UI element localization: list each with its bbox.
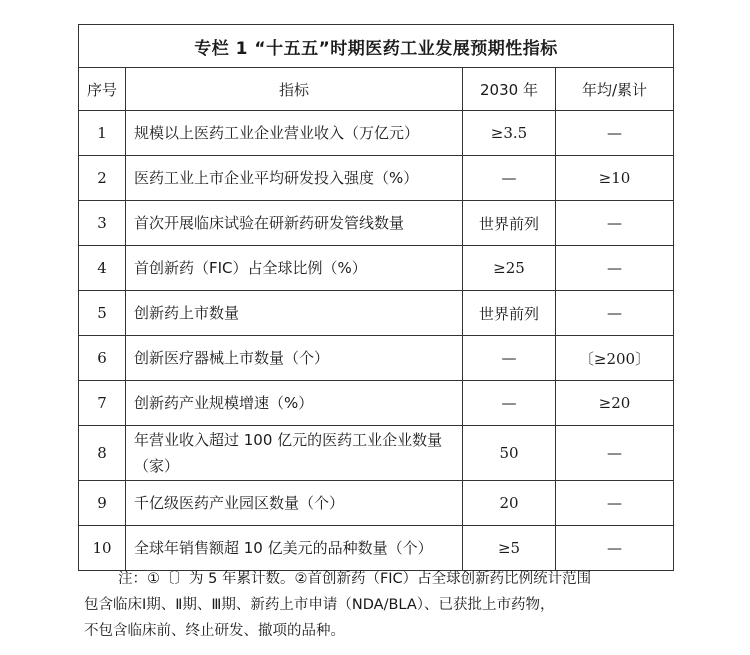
row-2030-target: 50 (463, 426, 556, 481)
row-2030-target: — (463, 156, 556, 201)
row-annual-value: — (556, 291, 674, 336)
row-indicator: 年营业收入超过 100 亿元的医药工业企业数量（家） (126, 426, 463, 481)
footnote-line: 包含临床Ⅰ期、Ⅱ期、Ⅲ期、新药上市申请（NDA/BLA）、已获批上市药物， (84, 597, 555, 613)
table-row (79, 156, 674, 201)
row-number: 1 (79, 111, 126, 156)
row-indicator: 创新药上市数量 (126, 291, 463, 336)
row-number: 10 (79, 526, 126, 571)
table-header-row (79, 68, 674, 111)
row-2030-target: — (463, 381, 556, 426)
row-number: 3 (79, 201, 126, 246)
row-number: 2 (79, 156, 126, 201)
table-title: 专栏 1 “十五五”时期医药工业发展预期性指标 (79, 25, 674, 68)
row-annual-value: — (556, 201, 674, 246)
row-number: 6 (79, 336, 126, 381)
table-row (79, 336, 674, 381)
row-indicator: 首次开展临床试验在研新药研发管线数量 (126, 201, 463, 246)
row-number: 9 (79, 481, 126, 526)
row-indicator: 首创新药（FIC）占全球比例（%） (126, 246, 463, 291)
row-2030-target: — (463, 336, 556, 381)
row-indicator: 千亿级医药产业园区数量（个） (126, 481, 463, 526)
row-2030-target: ≥3.5 (463, 111, 556, 156)
table-row (79, 381, 674, 426)
row-indicator: 创新医疗器械上市数量（个） (126, 336, 463, 381)
header-annual: 年均/累计 (556, 68, 674, 111)
header-indicator: 指标 (126, 68, 463, 111)
row-indicator: 医药工业上市企业平均研发投入强度（%） (126, 156, 463, 201)
header-2030: 2030 年 (463, 68, 556, 111)
row-2030-target: ≥5 (463, 526, 556, 571)
table-row (79, 291, 674, 336)
footnote-line: 注：①〔〕为 5 年累计数。②首创新药（FIC）占全球创新药比例统计范围 (118, 571, 592, 587)
row-annual-value: ≥10 (556, 156, 674, 201)
footnote-line: 不包含临床前、终止研发、撤项的品种。 (84, 623, 345, 639)
row-annual-value: — (556, 481, 674, 526)
row-2030-target: 世界前列 (463, 201, 556, 246)
row-annual-value: — (556, 426, 674, 481)
row-annual-value: — (556, 111, 674, 156)
table-row (79, 201, 674, 246)
row-annual-value: — (556, 526, 674, 571)
row-indicator: 创新药产业规模增速（%） (126, 381, 463, 426)
row-2030-target: 世界前列 (463, 291, 556, 336)
row-2030-target: 20 (463, 481, 556, 526)
row-number: 8 (79, 426, 126, 481)
row-annual-value: ≥20 (556, 381, 674, 426)
table-row (79, 111, 674, 156)
row-number: 5 (79, 291, 126, 336)
table-row (79, 481, 674, 526)
row-indicator: 规模以上医药工业企业营业收入（万亿元） (126, 111, 463, 156)
indicator-table (78, 24, 674, 571)
table-row (79, 246, 674, 291)
row-number: 7 (79, 381, 126, 426)
row-2030-target: ≥25 (463, 246, 556, 291)
table-footnote (84, 566, 674, 644)
table-row (79, 426, 674, 481)
indicator-table-container (78, 24, 673, 571)
row-number: 4 (79, 246, 126, 291)
table-row (79, 526, 674, 571)
row-indicator: 全球年销售额超 10 亿美元的品种数量（个） (126, 526, 463, 571)
header-no: 序号 (79, 68, 126, 111)
row-annual-value: 〔≥200〕 (556, 336, 674, 381)
row-annual-value: — (556, 246, 674, 291)
